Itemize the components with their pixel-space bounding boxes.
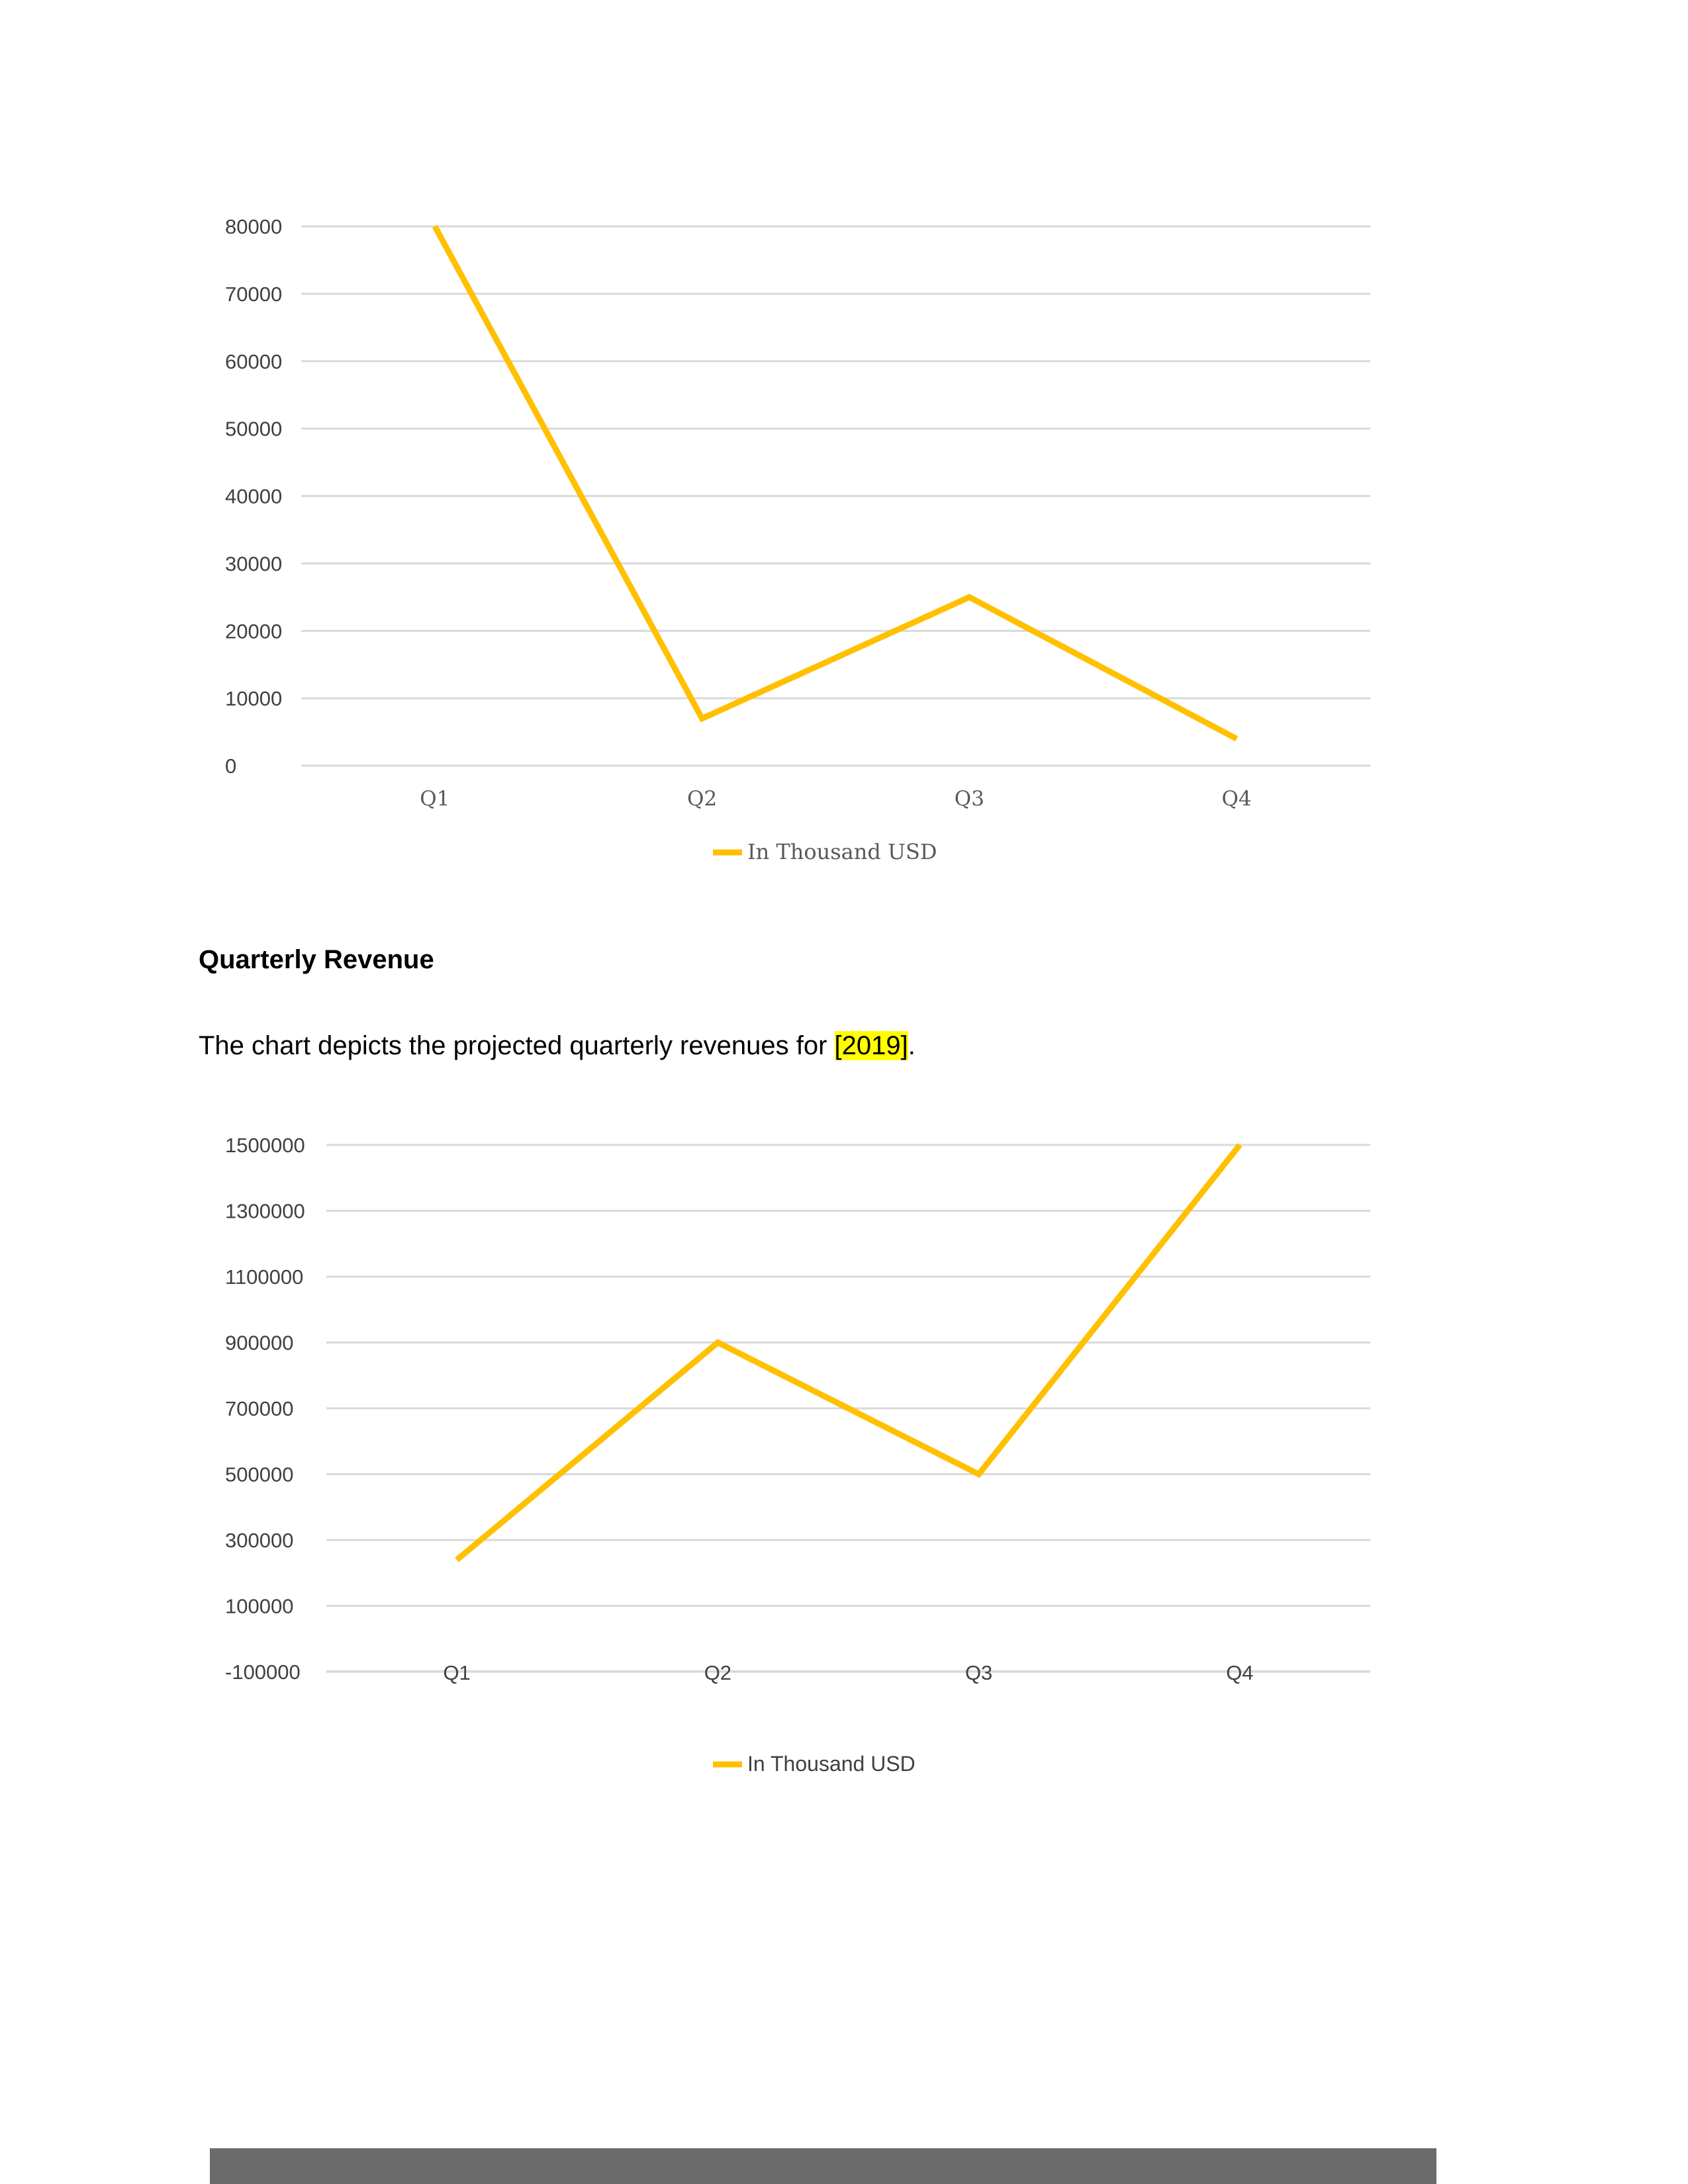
y-tick-label: 70000 (225, 282, 283, 306)
legend-label: In Thousand USD (747, 1752, 915, 1776)
y-tick-label: 60000 (225, 349, 283, 373)
data-point (1239, 1145, 1240, 1146)
x-tick-label: Q2 (687, 787, 718, 811)
y-tick-label: 300000 (225, 1529, 294, 1552)
y-tick-label: 20000 (225, 619, 283, 643)
legend-label: In Thousand USD (747, 839, 937, 864)
x-tick-label: Q4 (1226, 1661, 1254, 1684)
legend (713, 1752, 915, 1776)
chart-quarterly-revenue (199, 1118, 1377, 1800)
section-heading: Quarterly Revenue (199, 945, 434, 974)
data-point (434, 226, 435, 227)
x-tick-label: Q1 (420, 787, 450, 811)
x-tick-label: Q4 (1221, 787, 1252, 811)
y-tick-label: 900000 (225, 1331, 294, 1355)
data-point (978, 1474, 979, 1475)
series-line (435, 226, 1237, 739)
y-tick-label: 1300000 (225, 1199, 305, 1223)
x-tick-label: Q1 (443, 1661, 471, 1684)
description-text: The chart depicts the projected quarterly revenues for (199, 1031, 835, 1060)
y-tick-label: 1100000 (225, 1265, 304, 1289)
chart-q-values (199, 199, 1377, 887)
y-tick-label: 40000 (225, 484, 283, 508)
y-tick-label: 1500000 (225, 1134, 305, 1157)
y-tick-label: 50000 (225, 417, 283, 441)
y-tick-label: 30000 (225, 552, 283, 576)
y-tick-label: 80000 (225, 215, 283, 238)
data-point (969, 597, 970, 598)
y-tick-label: 100000 (225, 1594, 294, 1618)
legend (713, 839, 937, 864)
y-tick-label: 0 (225, 754, 237, 778)
y-tick-label: 500000 (225, 1463, 294, 1486)
footer-bar (210, 2148, 1436, 2184)
section-description (199, 1026, 915, 1066)
x-tick-label: Q3 (964, 1661, 993, 1684)
year-placeholder[interactable]: [2019] (834, 1031, 908, 1060)
y-tick-label: 700000 (225, 1397, 294, 1420)
series-line (457, 1145, 1240, 1560)
y-tick-label: -100000 (225, 1661, 301, 1684)
y-tick-label: 10000 (225, 687, 283, 711)
description-end: . (908, 1031, 915, 1060)
x-tick-label: Q3 (954, 787, 984, 811)
x-tick-label: Q2 (704, 1661, 732, 1684)
